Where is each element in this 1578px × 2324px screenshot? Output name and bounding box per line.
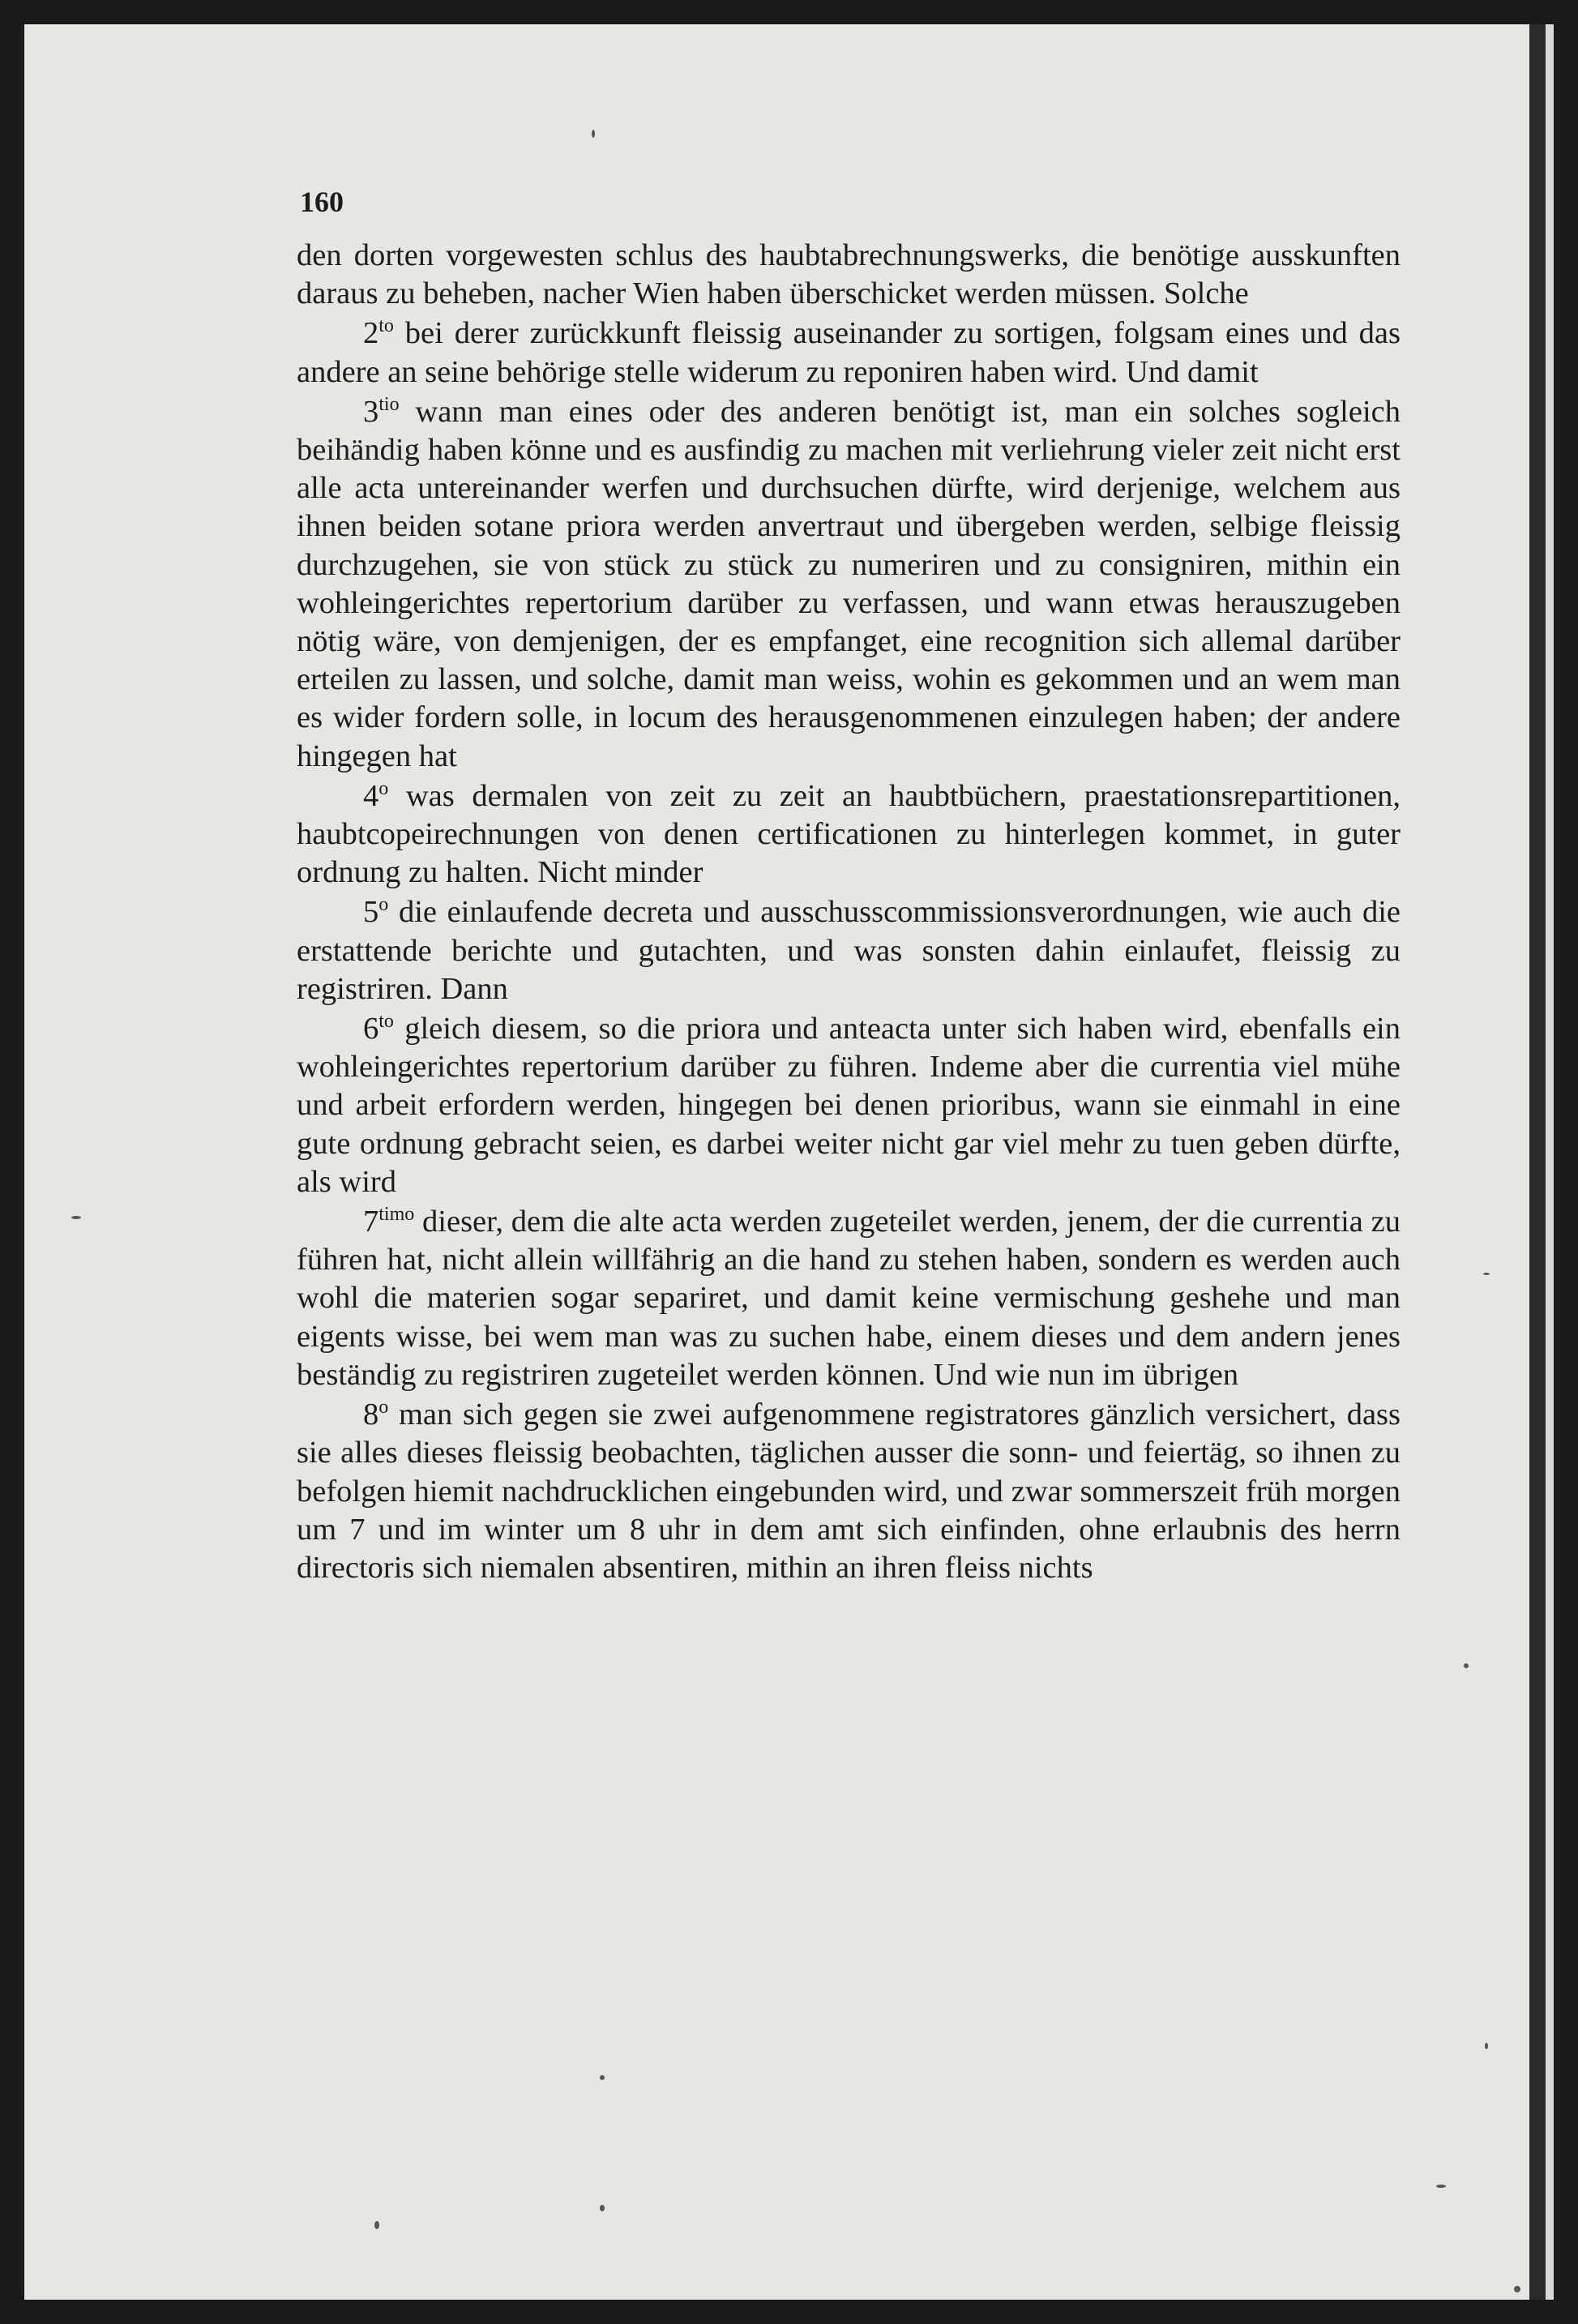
paragraph-5 xyxy=(297,893,1401,1008)
scan-speck xyxy=(600,2075,605,2080)
paragraph-text: dieser, dem die alte acta werden zugeteilet werden, jenem, der die currentia zu führen hat, nicht allein willfährig an die hand zu stehen haben, sondern es werden auch wohl die materien sogar separiret, und damit keine vermischung geshehe und man eigents wisse, bei wem man was zu suchen habe, einem dieses und dem andern jenes beständig zu registriren zugeteilet werden können. Und wie nun im übrigen xyxy=(297,1205,1401,1392)
item-number: $6^{to}$ xyxy=(363,1011,394,1046)
paragraph-1 xyxy=(297,237,1401,313)
item-number: 8$^o$ xyxy=(363,1397,389,1432)
paragraph-3 xyxy=(297,393,1401,776)
item-number: 5$^o$ xyxy=(363,894,389,930)
paragraph-7 xyxy=(297,1203,1401,1394)
scan-speck xyxy=(600,2205,605,2211)
item-number: 4$^o$ xyxy=(363,777,389,813)
item-number: $3^{tio}$ xyxy=(363,393,400,429)
scan-speck xyxy=(1514,2286,1520,2292)
page-edge xyxy=(1546,24,1554,2300)
item-number: $7^{timo}$ xyxy=(363,1204,415,1239)
paragraph-text: wann man eines oder des anderen benötigt ist, man ein solches sogleich beihändig haben könne und es ausfindig zu machen mit verliehrung vieler zeit nicht erst alle acta untereinander werfen und durchsuchen dürfte, wird derjenige, welchem aus ihnen beiden sotane priora werden anvertraut und übergeben werden, selbige fleissig durchzugehen, sie von stück zu stück zu numeriren und zu consigniren, mithin ein wohleingerichtes repertorium darüber zu verfassen, und wann etwas herauszugeben nötig wäre, von demjenigen, der es empfanget, eine recognition sich allemal darüber erteilen zu lassen, und solche, damit man weiss, wohin es gekommen und an wem man es wider fordern solle, in locum des herausgenommenen einzulegen haben; der andere hingegen hat xyxy=(297,394,1401,773)
paragraph-8 xyxy=(297,1396,1401,1587)
item-number: $2^{to}$ xyxy=(363,315,394,351)
paragraph-text: gleich diesem, so die priora und anteacta unter sich haben wird, ebenfalls ein wohleingerichtes repertorium darüber zu führen. Indeme aber die currentia viel mühe und arbeit erfordern werden, hingegen bei denen prioribus, wann sie einmahl in eine gute ordnung gebracht seien, es darbei weiter nicht gar viel mehr zu tuen geben dürfte, als wird xyxy=(297,1012,1401,1199)
scan-speck xyxy=(1464,1663,1469,1668)
body-text xyxy=(297,237,1401,1589)
paragraph-text: die einlaufende decreta und ausschusscommissionsverordnungen, wie auch die erstattende berichte und gutachten, und was sonsten dahin einlaufet, fleissig zu registriren. Dann xyxy=(297,895,1401,1006)
scan-speck xyxy=(1485,2043,1488,2049)
paragraph-text: den dorten vorgewesten schlus des haubtabrechnungswerks, die benötige ausskunften daraus zu beheben, nacher Wien haben überschicket werden müssen. Solche xyxy=(297,238,1401,311)
paragraph-text: was dermalen von zeit zu zeit an haubtbüchern, praestationsrepartitionen, haubtcopeirechnungen von denen certificationen zu hinterlegen kommet, in guter ordnung zu halten. Nicht minder xyxy=(297,778,1401,890)
page-number: 160 xyxy=(300,186,344,218)
scan-speck xyxy=(71,1216,81,1219)
scan-speck xyxy=(1436,2185,1446,2188)
scan-speck xyxy=(374,2221,379,2229)
scan-speck xyxy=(1483,1273,1490,1275)
paragraph-4 xyxy=(297,777,1401,892)
scan-speck xyxy=(592,130,595,138)
paragraph-text: man sich gegen sie zwei aufgenommene registratores gänzlich versichert, dass sie alles dieses fleissig beobachten, täglichen ausser die sonn- und feiertäg, so ihnen zu befolgen hiemit nachdrucklichen eingebunden wird, und zwar sommerszeit früh morgen um 7 und im winter um 8 uhr in dem amt sich einfinden, ohne erlaubnis des herrn directoris sich niemalen absentiren, mithin an ihren fleiss nichts xyxy=(297,1397,1401,1585)
paragraph-6 xyxy=(297,1010,1401,1201)
paragraph-2 xyxy=(297,315,1401,391)
paragraph-text: bei derer zurückkunft fleissig auseinander zu sortigen, folgsam eines und das andere an seine behörige stelle widerum zu reponiren haben wird. Und damit xyxy=(297,316,1401,389)
